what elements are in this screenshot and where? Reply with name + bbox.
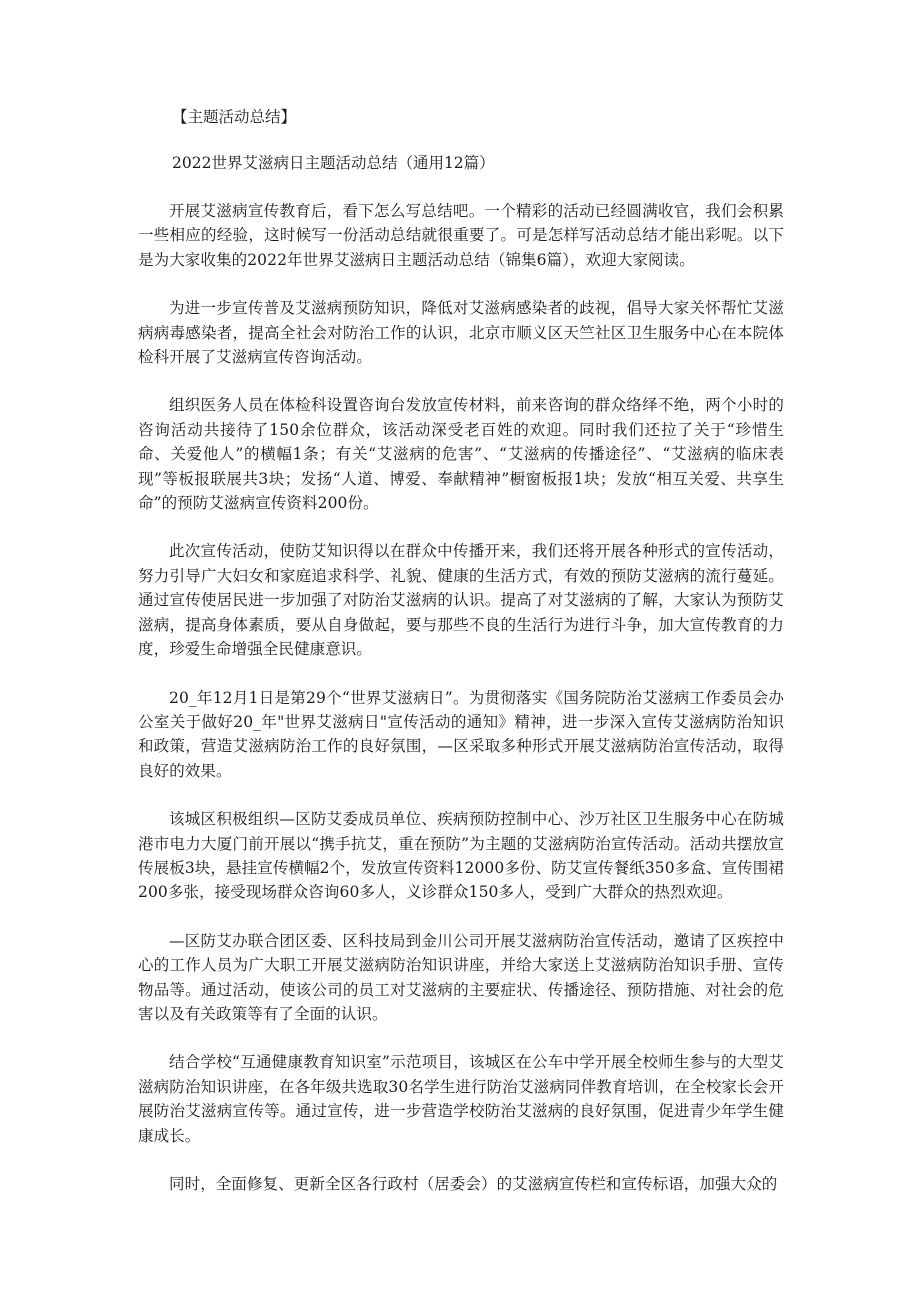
document-title: 2022世界艾滋病日主题活动总结（通用12篇） — [172, 154, 495, 172]
paragraph: 为进一步宣传普及艾滋病预防知识，降低对艾滋病感染者的歧视，倡导大家关怀帮忙艾滋病病毒感染者，提高全社会对防治工作的认识，北京市顺义区天竺社区卫生服务中心在本院体检科开展了艾滋病宣传咨询活动。 — [138, 299, 784, 367]
paragraph: 20_年12月1日是第29个“世界艾滋病日”。为贯彻落实《国务院防治艾滋病工作委员会办公室关于做好20_年"世界艾滋病日"宣传活动的通知》精神，进一步深入宣传艾滋病防治知识和政策，营造艾滋病防治工作的良好氛围，—区采取多种形式开展艾滋病防治宣传活动，取得良好的效果。 — [138, 688, 784, 780]
paragraph: 此次宣传活动，使防艾知识得以在群众中传播开来，我们还将开展各种形式的宣传活动，努力引导广大妇女和家庭追求科学、礼貌、健康的生活方式，有效的预防艾滋病的流行蔓延。通过宣传使居民进一步加强了对防治艾滋病的认识。提高了对艾滋病的了解，大家认为预防艾滋病，提高身体素质，要从自身做起，要与那些不良的生活行为进行斗争，加大宣传教育的力度，珍爱生命增强全民健康意识。 — [138, 542, 784, 659]
paragraph: 组织医务人员在体检科设置咨询台发放宣传材料，前来咨询的群众络绎不绝，两个小时的咨询活动共接待了150余位群众，该活动深受老百姓的欢迎。同时我们还拉了关于“珍惜生命、关爱他人”的横幅1条；有关“艾滋病的危害”、“艾滋病的传播途径”、“艾滋病的临床表现”等板报联展共3块；发扬“人道、博爱、奉献精神”橱窗板报1块；发放“相互关爱、共享生命”的预防艾滋病宣传资料200份。 — [138, 396, 784, 513]
section-label: 【主题活动总结】 — [172, 108, 297, 126]
document-body — [138, 199, 784, 1220]
paragraph: 结合学校“互通健康教育知识室”示范项目，该城区在公车中学开展全校师生参与的大型艾滋病防治知识讲座，在各年级共选取30名学生进行防治艾滋病同伴教育培训，在全校家长会开展防治艾滋病宣传等。通过宣传，进一步营造学校防治艾滋病的良好氛围，促进青少年学生健康成长。 — [138, 1053, 784, 1145]
paragraph: —区防艾办联合团区委、区科技局到金川公司开展艾滋病防治宣传活动，邀请了区疾控中心的工作人员为广大职工开展艾滋病防治知识讲座，并给大家送上艾滋病防治知识手册、宣传物品等。通过活动，使该公司的员工对艾滋病的主要症状、传播途径、预防措施、对社会的危害以及有关政策等有了全面的认识。 — [138, 931, 784, 1023]
paragraph-truncated: 同时，全面修复、更新全区各行政村（居委会）的艾滋病宣传栏和宣传标语，加强大众的 — [169, 1175, 778, 1193]
paragraph: 该城区积极组织—区防艾委成员单位、疾病预防控制中心、沙万社区卫生服务中心在防城港市电力大厦门前开展以“携手抗艾，重在预防”为主题的艾滋病防治宣传活动。活动共摆放宣传展板3块，悬挂宣传横幅2个，发放宣传资料12000多份、防艾宣传餐纸350多盒、宣传围裙200多张，接受现场群众咨询60多人，义诊群众150多人，受到广大群众的热烈欢迎。 — [138, 810, 784, 902]
paragraph-intro: 开展艾滋病宣传教育后，看下怎么写总结吧。一个精彩的活动已经圆满收官，我们会积累一些相应的经验，这时候写一份活动总结就很重要了。可是怎样写活动总结才能出彩呢。以下是为大家收集的2022年世界艾滋病日主题活动总结（锦集6篇），欢迎大家阅读。 — [138, 202, 784, 269]
